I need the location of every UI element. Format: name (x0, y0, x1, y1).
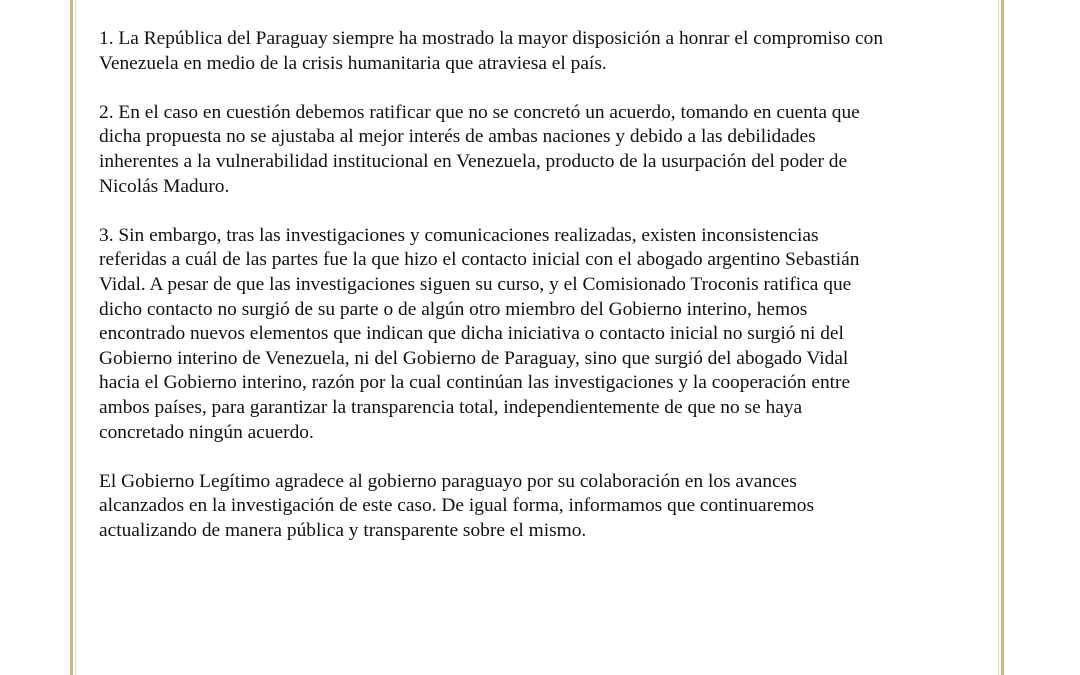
paragraph-point-3: 3. Sin embargo, tras las investigaciones y comunicaciones realizadas, existen inconsistencias referidas a cuál de las partes fue la que hizo el contacto inicial con el abogado argentino Sebastián Vidal. A pesar de que las investigaciones siguen su curso, y el Comisionado Troconis ratifica que dicho contacto no surgió de su parte o de algún otro miembro del Gobierno interino, hemos encontrado nuevos elementos que indican que dicha iniciativa o contacto inicial no surgió ni del Gobierno interino de Venezuela, ni del Gobierno de Paraguay, sino que surgió del abogado Vidal hacia el Gobierno interino, razón por la cual continúan las investigaciones y la cooperación entre ambos países, para garantizar la transparencia total, independientemente de que no se haya concretado ningún acuerdo. (99, 224, 860, 443)
paragraph-point-2: 2. En el caso en cuestión debemos ratificar que no se concretó un acuerdo, tomando en cuenta que dicha propuesta no se ajustaba al mejor interés de ambas naciones y debido a las debilidades inherentes a la vulnerabilidad institucional en Venezuela, producto de la usurpación del poder de Nicolás Maduro. (99, 101, 860, 197)
paragraph-closing: El Gobierno Legítimo agradece al gobierno paraguayo por su colaboración en los avances alcanzados en la investigación de este caso. De igual forma, informamos que continuaremos actualizando de manera pública y transparente sobre el mismo. (99, 470, 815, 541)
document-body (99, 27, 979, 568)
paragraph-point-1: 1. La República del Paraguay siempre ha mostrado la mayor disposición a honrar el compromiso con Venezuela en medio de la crisis humanitaria que atraviesa el país. (99, 28, 884, 74)
